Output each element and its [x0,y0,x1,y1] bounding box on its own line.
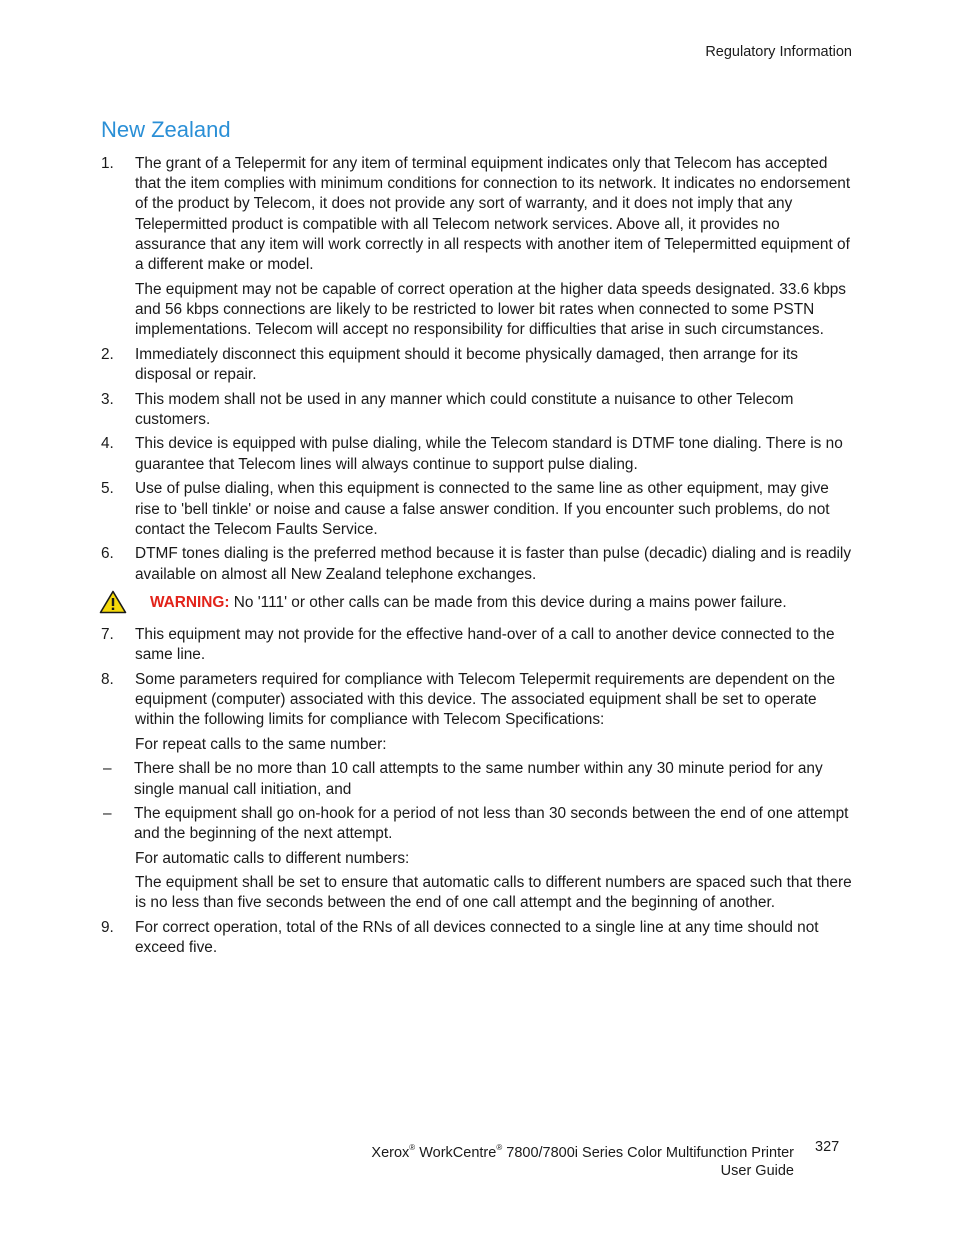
item-number: 8. [101,670,114,688]
item-number: 2. [101,345,114,363]
dash-marker: – [103,760,112,778]
list-item [101,918,853,958]
item-text: DTMF tones dialing is the preferred method because it is faster than pulse (decadic) dialing and is readily available on almost all New Zealand telephone exchanges. [135,545,852,583]
dash-item-text: The equipment shall go on-hook for a period of not less than 30 seconds between the end of one attempt and the beginning of the next attempt. [134,805,849,843]
automatic-calls-intro: For automatic calls to different numbers: [135,849,410,867]
page-number: 327 [815,1139,840,1155]
registered-mark: ® [496,1143,503,1152]
dash-marker: – [103,805,112,823]
item-text: Use of pulse dialing, when this equipment is connected to the same line as other equipment, may give rise to 'bell tinkle' or noise and cause a false answer condition. If you encounter such problems, do not contact the Telecom Faults Service. [135,480,830,538]
item-number: 1. [101,155,114,172]
list-item [101,544,853,584]
item-text: This device is equipped with pulse dialing, while the Telecom standard is DTMF tone dialing. There is no guarantee that Telecom lines will always continue to support pulse dialing. [135,435,843,473]
footer-product: WorkCentre [415,1145,497,1161]
item-number: 6. [101,545,114,563]
item-text: The grant of a Telepermit for any item of terminal equipment indicates only that Telecom has accepted that the item complies with minimum conditions for connection to its network. It indicates no endorsement of the product by Telecom, it does not provide any sort of warranty, and it does not imply that any Telepermitted product is compatible with all Telecom network services. Above all, it provides no assurance that any item will work correctly in all respects with another item of Telepermitted equipment of a different make or model. [135,155,851,274]
list-item [101,434,853,474]
footer-brand: Xerox [371,1145,410,1161]
footer-guide: User Guide [720,1163,794,1179]
list-item [101,625,853,665]
item-text: This modem shall not be used in any manner which could constitute a nuisance to other Telecom customers. [135,390,794,428]
list-item [101,345,853,385]
warning-text: No '111' or other calls can be made from this device during a mains power failure. [229,593,787,611]
dash-list-item [101,759,853,799]
warning-label: WARNING: [150,593,230,611]
item-number: 7. [101,626,114,644]
list-item [101,390,853,430]
dash-list-item [101,804,853,844]
dash-item-text: There shall be no more than 10 call attempts to the same number within any 30 minute period for any single manual call initiation, and [134,760,823,798]
warning-triangle-icon [99,590,127,614]
list-item [101,154,853,340]
item-text: Immediately disconnect this equipment should it become physically damaged, then arrange for its disposal or repair. [135,345,799,383]
item-text: The equipment may not be capable of correct operation at the higher data speeds designated. 33.6 kbps and 56 kbps connections are likely to be restricted to lower bit rates when connected to some PSTN implementations. Telecom will accept no responsibility for difficulties that arise in such circumstances. [135,280,847,338]
item-number: 5. [101,480,114,498]
repeat-calls-intro: For repeat calls to the same number: [135,735,387,753]
item-number: 3. [101,390,114,408]
item-text: This equipment may not provide for the effective hand-over of a call to another device connected to the same line. [135,626,835,664]
item-number: 9. [101,919,114,937]
footer-product-line [371,1139,794,1162]
registered-mark: ® [409,1143,416,1152]
page-title: New Zealand [101,117,231,142]
automatic-calls-text: The equipment shall be set to ensure that automatic calls to different numbers are spaced such that there is no less than five seconds between the end of one call attempt and the beginning of another. [135,874,852,912]
warning-note [101,593,853,613]
running-header: Regulatory Information [705,44,852,60]
document-body [101,154,853,963]
footer-product-rest: 7800/7800i Series Color Multifunction Printer [502,1145,794,1161]
item-text: For correct operation, total of the RNs of all devices connected to a single line at any time should not exceed five. [135,919,819,957]
list-item [101,479,853,540]
item-text: Some parameters required for compliance with Telecom Telepermit requirements are dependent on the equipment (computer) associated with this device. The associated equipment shall be set to operate within the following limits for compliance with Telecom Specifications: [135,670,836,729]
list-item [101,670,853,914]
page-footer [371,1139,794,1180]
item-number: 4. [101,435,114,453]
